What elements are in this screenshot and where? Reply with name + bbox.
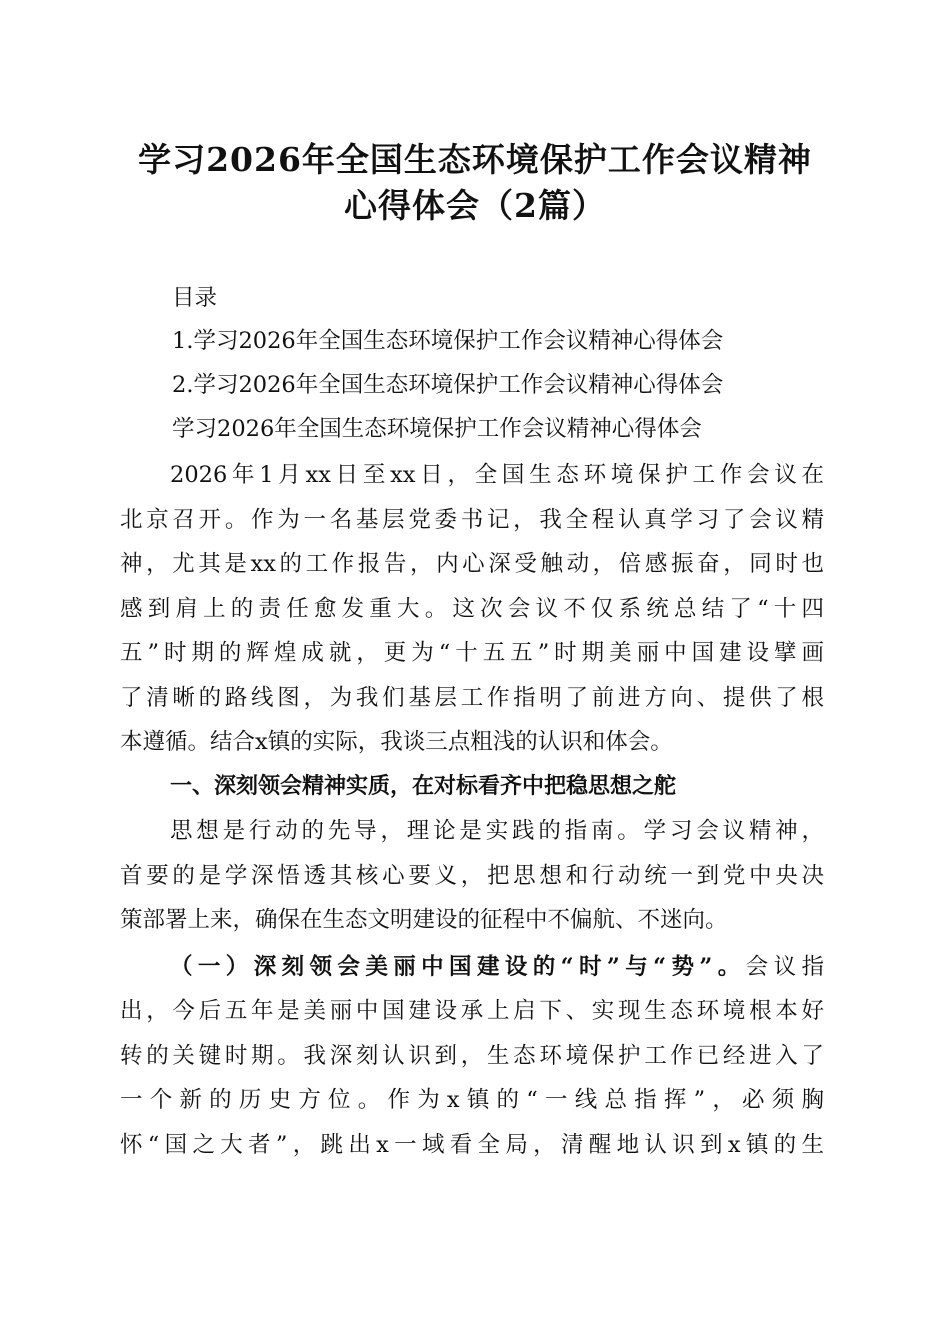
toc-label: 目录 <box>172 285 218 311</box>
article-title: 学习2026年全国生态环境保护工作会议精神心得体会 <box>172 416 702 442</box>
toc-item-1: 1.学习2026年全国生态环境保护工作会议精神心得体会 <box>172 328 724 354</box>
toc-item-2: 2.学习2026年全国生态环境保护工作会议精神心得体会 <box>172 372 724 398</box>
paragraph-line: 北京召开。作为一名基层党委书记，我全程认真学习了会议精 <box>120 507 824 533</box>
paragraph-line <box>170 952 824 982</box>
subsection-lead: （一）深刻领会美丽中国建设的“时”与“势”。 <box>170 954 746 980</box>
paragraph-line: 转的关键时期。我深刻认识到，生态环境保护工作已经进入了 <box>120 1043 824 1069</box>
paragraph-text: 会议指 <box>745 954 824 980</box>
paragraph-line: 本遵循。结合x镇的实际，我谈三点粗浅的认识和体会。 <box>120 729 673 755</box>
paragraph-line: 了清晰的路线图，为我们基层工作指明了前进方向、提供了根 <box>120 685 824 711</box>
paragraph-line: 五”时期的辉煌成就，更为“十五五”时期美丽中国建设擘画 <box>120 640 824 666</box>
document-title-line-2: 心得体会（2篇） <box>344 186 606 225</box>
paragraph-line: 感到肩上的责任愈发重大。这次会议不仅系统总结了“十四 <box>120 596 824 622</box>
paragraph-line: 出，今后五年是美丽中国建设承上启下、实现生态环境根本好 <box>120 998 824 1024</box>
document-title-line-1: 学习2026年全国生态环境保护工作会议精神 <box>138 140 812 179</box>
paragraph-line: 2026年1月xx日至xx日，全国生态环境保护工作会议在 <box>170 462 824 488</box>
paragraph-line: 思想是行动的先导，理论是实践的指南。学习会议精神， <box>170 818 824 844</box>
paragraph-line: 神，尤其是xx的工作报告，内心深受触动，倍感振奋，同时也 <box>120 551 824 577</box>
section-heading: 一、深刻领会精神实质，在对标看齐中把稳思想之舵 <box>170 774 677 799</box>
paragraph-line: 首要的是学深悟透其核心要义，把思想和行动统一到党中央决 <box>120 863 824 889</box>
paragraph-line: 一个新的历史方位。作为x镇的“一线总指挥”，必须胸 <box>120 1087 824 1113</box>
paragraph-line: 怀“国之大者”，跳出x一域看全局，清醒地认识到x镇的生 <box>120 1132 824 1158</box>
paragraph-line: 策部署上来，确保在生态文明建设的征程中不偏航、不迷向。 <box>120 907 728 933</box>
